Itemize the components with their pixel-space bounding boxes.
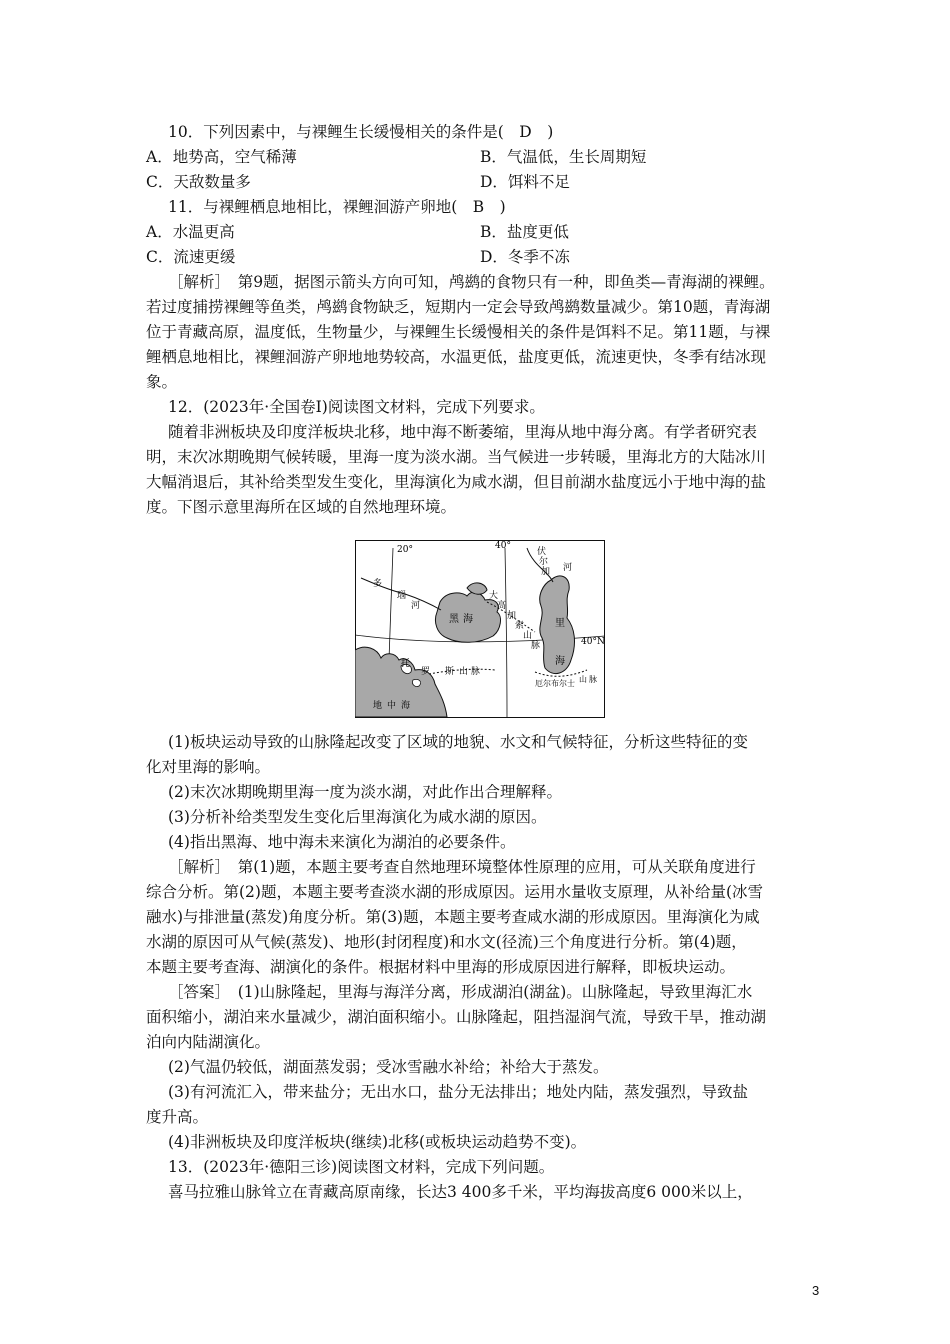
caspian-region-map [355,540,605,718]
label-danube: 多 [373,579,383,589]
label-caucasus: 索 [515,621,525,631]
label-elburz: 厄尔布尔士 [535,679,575,688]
q12-title: 12．(2023年·全国卷Ⅰ)阅读图文材料，完成下列要求。 [168,398,545,416]
q11-option-d: D．冬季不冻 [480,248,570,266]
label-taurus: 山 [459,667,469,677]
label-mediterranean: 中 [387,701,397,711]
q11-stem: 11．与裸鲤栖息地相比，裸鲤洄游产卵地( B ) [168,198,506,216]
label-caucasus: 脉 [531,641,541,651]
label-taurus: 托 [401,659,411,669]
label-volga: 河 [563,563,573,573]
island-shape [412,679,420,686]
answer-line: (4)非洲板块及印度洋板块(继续)北移(或板块运动趋势不变)。 [168,1133,587,1151]
q12-sub-question: (3)分析补给类型发生变化后里海演化为咸水湖的原因。 [168,808,547,826]
label-danube: 瑙 [397,591,407,601]
analysis1-line: ［解析］ 第9题，据图示箭头方向可知，鸬鹚的食物只有一种，即鱼类—青海湖的裸鲤。 [168,273,775,291]
page-number: 3 [812,1283,820,1298]
q12-material: 明，末次冰期晚期气候转暖，里海一度为淡水湖。当气候进一步转暖，里海北方的大陆冰川 [146,448,767,466]
analysis1-line: 鲤栖息地相比，裸鲤洄游产卵地地势较高，水温更低，盐度更低，流速更快，冬季有结冰现 [146,348,767,366]
label-caspian: 里 [555,618,565,629]
q11-option-a: A．水温更高 [146,223,235,241]
q12-sub-question: 化对里海的影响。 [146,758,271,776]
q13-title: 13．(2023年·德阳三诊)阅读图文材料，完成下列问题。 [168,1158,555,1176]
q10-option-a: A．地势高，空气稀薄 [146,148,297,166]
q10-option-d: D．饵料不足 [480,173,570,191]
map-svg [355,540,605,718]
analysis2-line: 本题主要考查海、湖演化的条件。根据材料中里海的形成原因进行解释，即板块运动。 [146,958,736,976]
label-caspian: 海 [555,656,565,667]
answer-line: ［答案］ (1)山脉隆起，里海与海洋分离，形成湖泊(湖盆)。山脉隆起，导致里海汇水 [168,983,753,1001]
label-volga: 伏 [537,547,547,557]
label-taurus: 脉 [471,667,481,677]
q12-sub-question: (2)末次冰期晚期里海一度为淡水湖，对此作出合理解释。 [168,783,562,801]
label-volga: 加 [541,567,551,577]
label-taurus: 罗 [421,667,431,677]
label-mediterranean: 海 [401,701,411,711]
answer-line: (2)气温仍较低，湖面蒸发弱；受冰雪融水补给；补给大于蒸发。 [168,1058,609,1076]
label-black-sea: 海 [463,614,473,625]
label-black-sea: 黑 [449,614,459,625]
label-elburz: 脉 [589,675,597,684]
analysis2-line: ［解析］ 第(1)题，本题主要考查自然地理环境整体性原理的应用，可从关联角度进行 [168,858,756,876]
q11-option-c: C．流速更缓 [146,248,236,266]
q12-sub-question: (4)指出黑海、地中海未来演化为湖泊的必要条件。 [168,833,516,851]
label-caucasus: 大 [489,591,499,601]
q12-material: 度。下图示意里海所在区域的自然地理环境。 [146,498,457,516]
label-lat-40n: 40°N [581,637,605,647]
q10-stem: 10．下列因素中，与裸鲤生长缓慢相关的条件是( D ) [168,123,554,141]
answer-line: (3)有河流汇入，带来盐分；无出水口，盐分无法排出；地处内陆，蒸发强烈，导致盐 [168,1083,748,1101]
analysis2-line: 综合分析。第(2)题，本题主要考查淡水湖的形成原因。运用水量收支原理，从补给量(冰雪 [146,883,764,901]
answer-line: 面积缩小，湖泊来水量减少，湖泊面积缩小。山脉隆起，阻挡湿润气流，导致干旱，推动湖 [146,1008,767,1026]
label-elburz: 山 [579,675,587,684]
analysis2-line: 融水)与排泄量(蒸发)角度分析。第(3)题，本题主要考查咸水湖的形成原因。里海演化为咸 [146,908,760,926]
label-caucasus: 加 [507,611,517,621]
label-caucasus: 高 [497,601,507,611]
answer-line: 度升高。 [146,1108,209,1126]
label-danube: 河 [411,601,421,611]
label-taurus: 斯 [445,667,455,677]
q12-material: 大幅消退后，其补给类型发生变化，里海演化为咸水湖，但目前湖水盐度远小于地中海的盐 [146,473,767,491]
q10-option-c: C．天敌数量多 [146,173,251,191]
label-volga: 尔 [539,557,549,567]
q12-sub-question: (1)板块运动导致的山脉隆起改变了区域的地貌、水文和气候特征，分析这些特征的变 [168,733,748,751]
analysis2-line: 水湖的原因可从气候(蒸发)、地形(封闭程度)和水文(径流)三个角度进行分析。第(4)题， [146,933,747,951]
q13-material: 喜马拉雅山脉耸立在青藏高原南缘，长达3 400多千米，平均海拔高度6 000米以上， [168,1183,753,1201]
q10-option-b: B．气温低，生长周期短 [480,148,647,166]
answer-line: 泊向内陆湖演化。 [146,1033,271,1051]
q12-material: 随着非洲板块及印度洋板块北移，地中海不断萎缩，里海从地中海分离。有学者研究表 [168,423,758,441]
label-caucasus: 山 [523,631,533,641]
label-mediterranean: 地 [373,701,383,711]
label-lon-40: 40° [495,541,511,551]
analysis1-line: 位于青藏高原，温度低，生物量少，与裸鲤生长缓慢相关的条件是饵料不足。第11题，与裸 [146,323,771,341]
analysis1-line: 象。 [146,373,178,391]
q11-option-b: B．盐度更低 [480,223,569,241]
analysis1-line: 若过度捕捞裸鲤等鱼类，鸬鹚食物缺乏，短期内一定会导致鸬鹚数量减少。第10题，青海湖 [146,298,771,316]
label-lon-20: 20° [397,545,413,555]
